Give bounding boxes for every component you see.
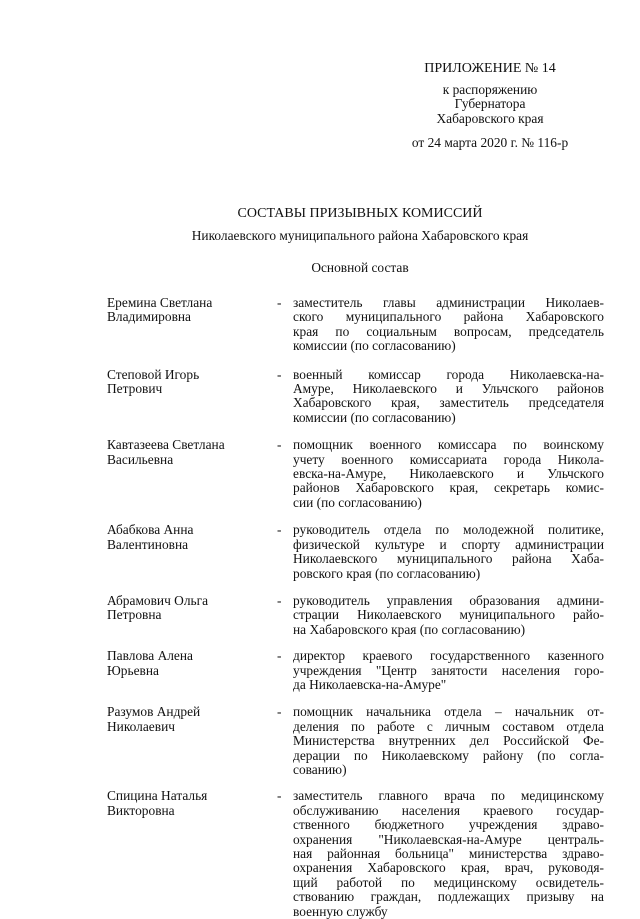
- member-role-line: охранения Хабаровского края, врач, руководя-: [293, 860, 604, 876]
- member-name-line: Васильевна: [107, 451, 174, 467]
- member-name: [107, 438, 277, 510]
- header-line: к распоряжению: [442, 82, 538, 97]
- member-dash: -: [277, 592, 282, 608]
- member-name: [107, 523, 277, 581]
- member-role-line: на Хабаровского края (по согласованию): [293, 621, 526, 637]
- appendix-number: ПРИЛОЖЕНИЕ № 14: [424, 61, 556, 76]
- member-role-line: районов Хабаровского края, секретарь комис-: [293, 480, 604, 496]
- member-dash: -: [277, 788, 282, 804]
- member-row: [107, 594, 604, 637]
- member-role-line: помощник военного комиссара по воинскому: [293, 437, 604, 453]
- member-name-line: Петрович: [107, 381, 163, 397]
- member-row: [107, 705, 604, 777]
- member-role: [293, 705, 604, 777]
- header-line: Губернатора: [454, 96, 526, 112]
- member-role-line: обслуживанию населения краевого государ-: [293, 802, 604, 818]
- member-row: [107, 523, 604, 581]
- member-name-line: Николаевич: [107, 718, 175, 734]
- header-line: Хабаровского края: [436, 110, 544, 126]
- member-row: [107, 368, 604, 426]
- member-role-line: да Николаевска-на-Амуре": [293, 676, 447, 692]
- member-dash: -: [277, 295, 282, 310]
- member-role-line: Николаевского муниципального района Хаба-: [293, 551, 604, 567]
- member-role-line: дерации по Николаевскому району (по согла-: [293, 747, 604, 763]
- title-block: [60, 205, 640, 244]
- member-dash: -: [277, 648, 282, 664]
- member-role-line: евска-на-Амуре, Николаевского и Ульчского: [293, 466, 604, 482]
- document-title: СОСТАВЫ ПРИЗЫВНЫХ КОМИССИЙ: [237, 206, 483, 221]
- member-role-line: ственного бюджетного учреждения здраво-: [293, 817, 604, 833]
- member-name-line: Степовой Игорь: [107, 366, 200, 382]
- member-role-line: ная районная больница" министерства здраво-: [293, 846, 604, 861]
- member-name-line: Владимировна: [107, 309, 191, 325]
- member-name-line: Кавтазеева Светлана: [107, 437, 225, 453]
- member-role: [293, 438, 604, 510]
- member-role: [293, 789, 604, 919]
- member-name: [107, 649, 277, 692]
- document-subtitle: Николаевского муниципального района Хабаровского края: [191, 228, 529, 243]
- member-role-line: Амуре, Николаевского и Ульчского районов: [293, 381, 604, 397]
- member-role-line: директор краевого государственного казенного: [293, 648, 604, 664]
- member-role-line: военную службу: [293, 903, 388, 919]
- member-row: [107, 649, 604, 692]
- appendix-header: [380, 60, 600, 150]
- member-role-line: учету военного комиссариата города Никола-: [293, 451, 604, 467]
- member-role-line: щий работой по медицинскому освидетель-: [293, 874, 604, 890]
- member-row: [107, 789, 604, 919]
- member-name-line: Викторовна: [107, 802, 175, 818]
- member-role: [293, 649, 604, 692]
- member-name: [107, 594, 277, 637]
- member-name-line: Абабкова Анна: [107, 522, 194, 538]
- member-role-line: физической культуре и спорту администрации: [293, 536, 604, 552]
- section-heading: Основной состав: [311, 260, 409, 275]
- member-name-line: Петровна: [107, 607, 162, 623]
- member-name-line: Разумов Андрей: [107, 704, 201, 720]
- member-role-line: охранения "Николаевская-на-Амуре централь-: [293, 831, 604, 847]
- member-role-line: ровского края (по согласованию): [293, 565, 481, 581]
- member-name: [107, 296, 277, 354]
- member-role-line: ствованию граждан, подлежащих призыву на: [293, 889, 604, 905]
- member-role-line: сии (по согласованию): [293, 494, 422, 510]
- member-role-line: руководитель управления образования админи-: [293, 592, 604, 608]
- member-role-line: края по социальным вопросам, председатель: [293, 323, 604, 339]
- member-role-line: заместитель главного врача по медицинскому: [293, 788, 604, 804]
- member-role-line: сованию): [293, 761, 347, 777]
- member-dash: -: [277, 437, 282, 453]
- member-role-line: помощник начальника отдела – начальник от-: [293, 704, 604, 720]
- member-role-line: руководитель отдела по молодежной политике,: [293, 522, 604, 538]
- member-dash: -: [277, 366, 282, 382]
- member-role-line: комиссии (по согласованию): [293, 409, 456, 425]
- member-role-line: Министерства внутренних дел Российской Фе-: [293, 733, 604, 749]
- member-name: [107, 789, 277, 919]
- member-name-line: Валентиновна: [107, 536, 189, 552]
- member-name-line: Еремина Светлана: [107, 295, 213, 310]
- member-dash: -: [277, 522, 282, 538]
- member-role-line: деления по работе с личным составом отдела: [293, 718, 604, 734]
- member-role: [293, 594, 604, 637]
- member-role-line: Хабаровского края, заместитель председателя: [293, 395, 604, 411]
- member-role: [293, 368, 604, 426]
- members-list: [107, 296, 604, 919]
- member-role: [293, 523, 604, 581]
- member-role-line: страции Николаевского муниципального райо-: [293, 607, 604, 623]
- member-role-line: ского муниципального района Хабаровского: [293, 309, 604, 325]
- member-dash: -: [277, 704, 282, 720]
- member-name: [107, 705, 277, 777]
- member-name-line: Павлова Алена: [107, 648, 193, 664]
- member-name-line: Спицина Наталья: [107, 788, 208, 804]
- member-name: [107, 368, 277, 426]
- member-role-line: учреждения "Центр занятости населения горо-: [293, 662, 604, 678]
- member-name-line: Абрамович Ольга: [107, 592, 209, 608]
- member-row: [107, 296, 604, 354]
- member-role-line: военный комиссар города Николаевска-на-: [293, 366, 604, 382]
- member-role-line: заместитель главы администрации Николаев-: [293, 295, 604, 310]
- member-role-line: комиссии (по согласованию): [293, 338, 456, 354]
- member-name-line: Юрьевна: [107, 662, 159, 678]
- member-role: [293, 296, 604, 354]
- order-date: от 24 марта 2020 г. № 116-р: [411, 135, 569, 151]
- member-row: [107, 438, 604, 510]
